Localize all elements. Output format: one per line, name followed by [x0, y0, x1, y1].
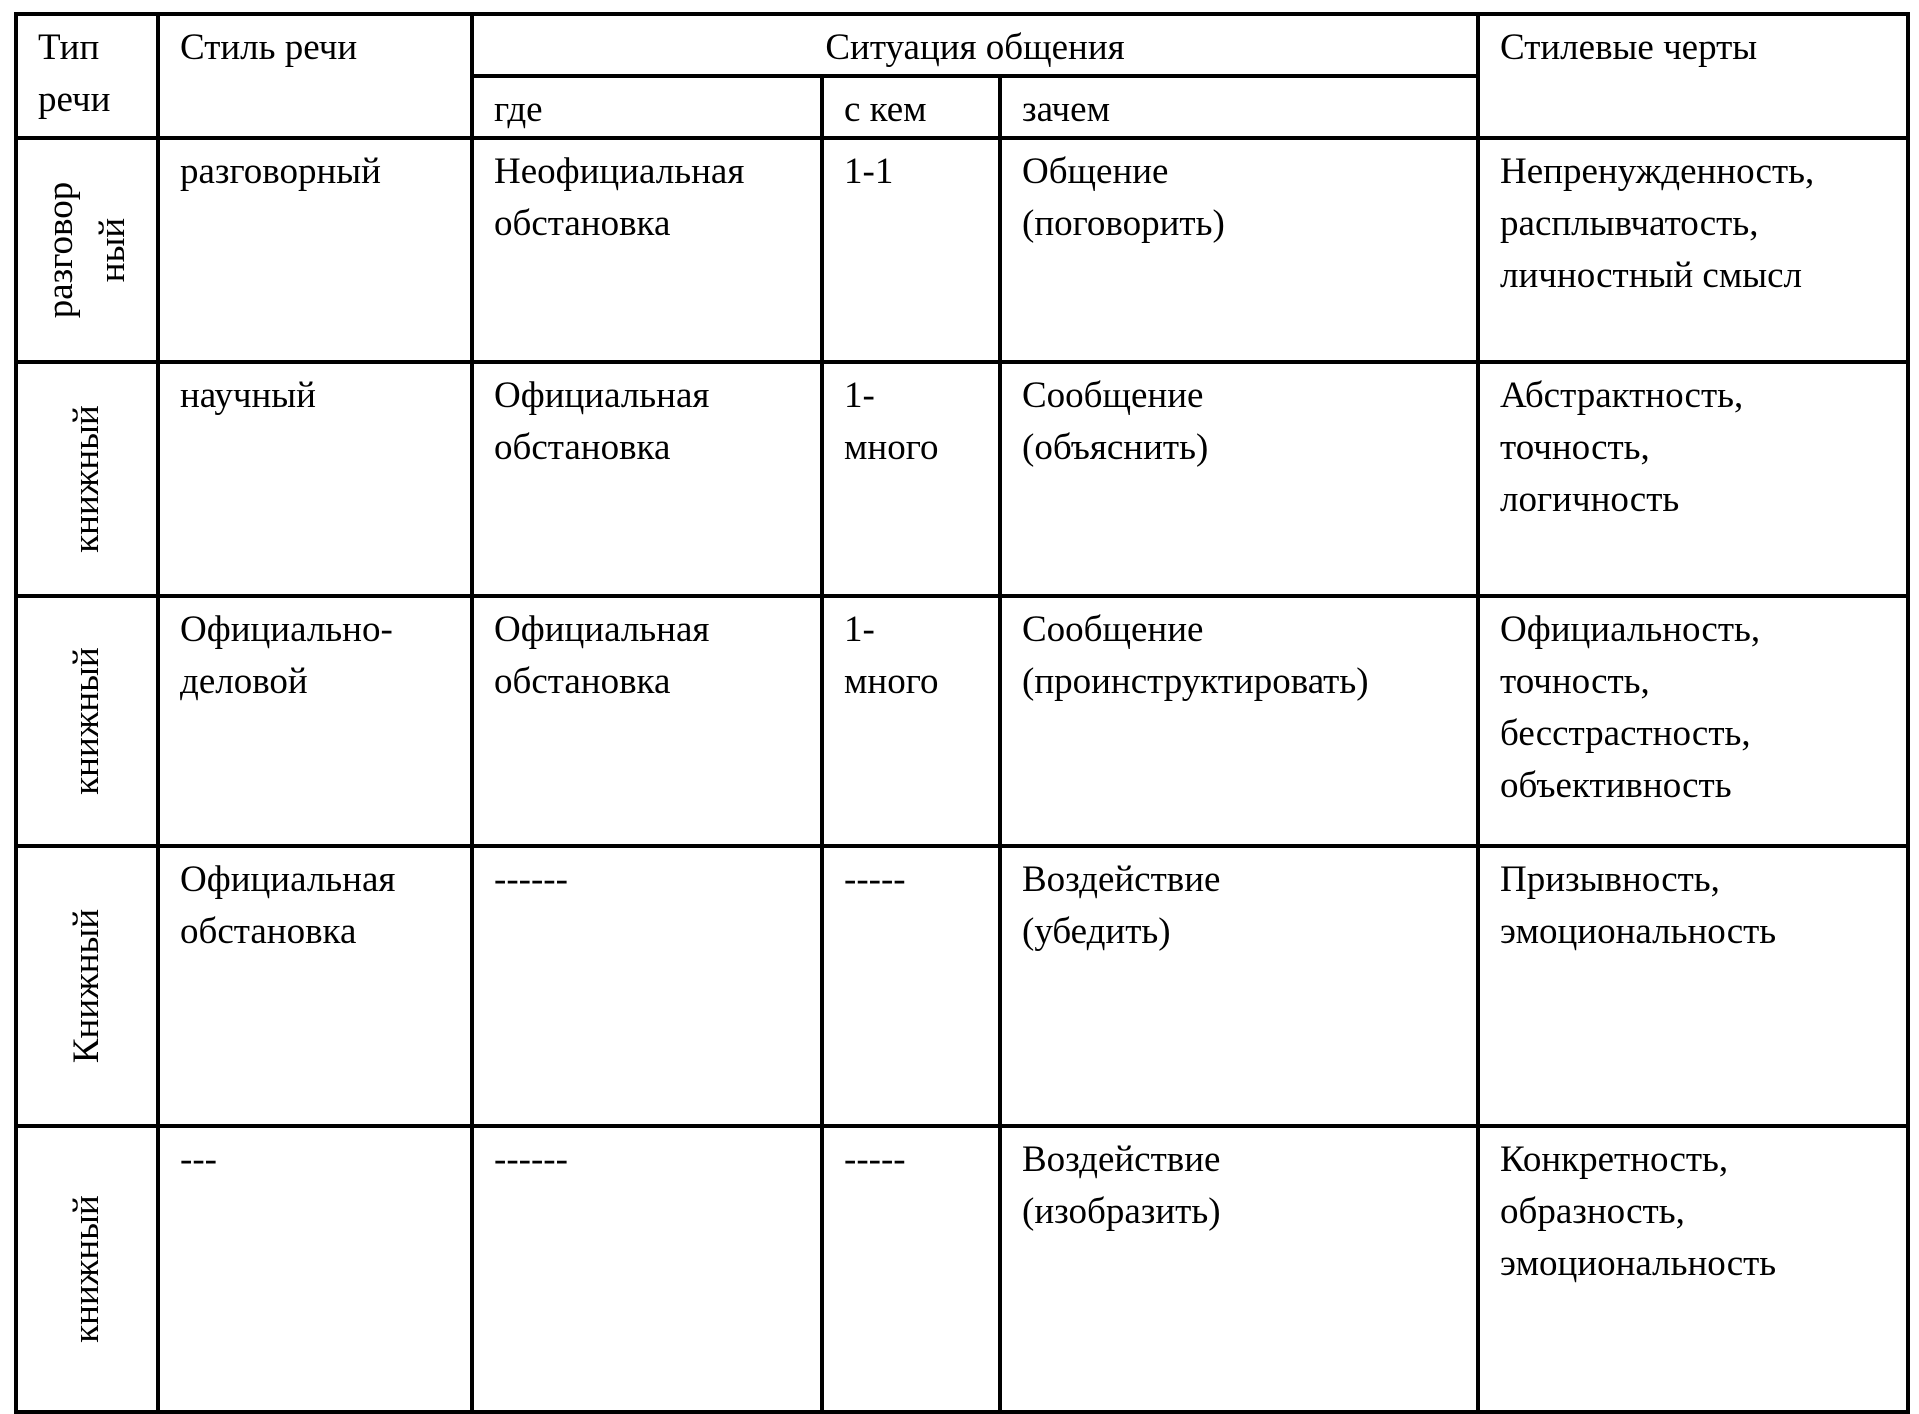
table-row [16, 1126, 1908, 1412]
header-situation-cell [472, 14, 1478, 76]
row-2-why-cell [1000, 362, 1478, 596]
row-1-where-line-1: Неофициальная [494, 151, 745, 192]
row-3-where-cell [472, 596, 822, 846]
row-3-with-whom-line-2: много [844, 661, 939, 702]
row-3-why-cell [1000, 596, 1478, 846]
row-4-type-line-1: Книжный [66, 908, 107, 1064]
row-4-why-cell [1000, 846, 1478, 1126]
row-1-type-line-2: ный [92, 217, 133, 283]
header-why-cell [1000, 76, 1478, 138]
row-4-why-line-1: Воздействие [1022, 859, 1221, 900]
header-features-cell [1478, 14, 1908, 138]
row-1-style-line-1: разговорный [180, 151, 381, 192]
row-5-features-line-2: образность, [1500, 1191, 1685, 1232]
row-3-type-cell [16, 596, 158, 846]
row-4-style-cell [158, 846, 472, 1126]
row-2-style-line-1: научный [180, 375, 316, 416]
header-type-line-2: речи [38, 79, 111, 120]
row-1-with-whom-cell [822, 138, 1000, 362]
row-5-style-cell [158, 1126, 472, 1412]
row-5-where-line-1: ------ [494, 1139, 568, 1180]
row-3-why-line-2: (проинструктировать) [1022, 661, 1369, 702]
row-2-where-cell [472, 362, 822, 596]
row-4-features-line-2: эмоциональность [1500, 911, 1777, 952]
row-5-features-line-3: эмоциональность [1500, 1243, 1777, 1284]
row-2-where-line-1: Официальная [494, 375, 710, 416]
table-row [16, 846, 1908, 1126]
row-1-why-line-1: Общение [1022, 151, 1169, 192]
row-1-features-line-2: расплывчатость, [1500, 203, 1759, 244]
row-5-features-line-1: Конкретность, [1500, 1139, 1729, 1180]
header-features-label: Стилевые черты [1500, 27, 1758, 68]
row-1-with-whom-line-1: 1-1 [844, 151, 894, 192]
table-row [16, 362, 1908, 596]
header-type-cell [16, 14, 158, 138]
table-row [16, 596, 1908, 846]
row-4-features-cell [1478, 846, 1908, 1126]
speech-styles-table [14, 12, 1910, 1414]
row-4-with-whom-cell [822, 846, 1000, 1126]
row-4-type-text [61, 909, 113, 1063]
row-1-features-cell [1478, 138, 1908, 362]
row-2-features-line-3: логичность [1500, 479, 1680, 520]
row-2-why-line-1: Сообщение [1022, 375, 1204, 416]
row-3-with-whom-line-1: 1- [844, 609, 875, 650]
row-5-why-line-1: Воздействие [1022, 1139, 1221, 1180]
row-5-features-cell [1478, 1126, 1908, 1412]
table-row [16, 138, 1908, 362]
row-3-features-line-1: Официальность, [1500, 609, 1761, 650]
row-2-why-line-2: (объяснить) [1022, 427, 1209, 468]
row-3-where-line-2: обстановка [494, 661, 671, 702]
row-3-type-line-1: книжный [66, 647, 107, 795]
header-with-whom-cell [822, 76, 1000, 138]
row-3-style-line-2: деловой [180, 661, 308, 702]
row-3-type-text [61, 647, 113, 795]
header-where-cell [472, 76, 822, 138]
row-1-where-line-2: обстановка [494, 203, 671, 244]
row-1-why-cell [1000, 138, 1478, 362]
row-4-style-line-2: обстановка [180, 911, 357, 952]
row-2-features-line-2: точность, [1500, 427, 1650, 468]
row-2-with-whom-cell [822, 362, 1000, 596]
row-4-where-cell [472, 846, 822, 1126]
row-3-style-cell [158, 596, 472, 846]
row-1-type-text [35, 145, 139, 355]
row-3-features-line-2: точность, [1500, 661, 1650, 702]
row-2-type-text [61, 405, 113, 553]
row-3-with-whom-cell [822, 596, 1000, 846]
row-1-why-line-2: (поговорить) [1022, 203, 1225, 244]
row-2-features-line-1: Абстрактность, [1500, 375, 1744, 416]
row-5-style-line-1: --- [180, 1139, 217, 1180]
row-5-where-cell [472, 1126, 822, 1412]
row-2-with-whom-line-1: 1- [844, 375, 875, 416]
row-3-where-line-1: Официальная [494, 609, 710, 650]
row-4-why-line-2: (убедить) [1022, 911, 1171, 952]
row-4-style-line-1: Официальная [180, 859, 396, 900]
row-1-features-line-1: Непренужденность, [1500, 151, 1815, 192]
row-5-with-whom-line-1: ----- [844, 1139, 906, 1180]
row-2-type-cell [16, 362, 158, 596]
row-4-with-whom-line-1: ----- [844, 859, 906, 900]
row-5-why-cell [1000, 1126, 1478, 1412]
row-1-style-cell [158, 138, 472, 362]
row-5-with-whom-cell [822, 1126, 1000, 1412]
header-type-line-1: Тип [38, 27, 100, 68]
header-style-cell [158, 14, 472, 138]
row-1-where-cell [472, 138, 822, 362]
header-style-label: Стиль речи [180, 27, 358, 68]
row-5-type-cell [16, 1126, 158, 1412]
row-4-type-cell [16, 846, 158, 1126]
row-2-where-line-2: обстановка [494, 427, 671, 468]
header-with-whom-label: с кем [844, 89, 927, 130]
row-2-with-whom-line-2: много [844, 427, 939, 468]
row-1-features-line-3: личностный смысл [1500, 255, 1802, 296]
row-4-features-line-1: Призывность, [1500, 859, 1720, 900]
row-4-where-line-1: ------ [494, 859, 568, 900]
row-2-style-cell [158, 362, 472, 596]
row-5-type-line-1: книжный [66, 1195, 107, 1343]
header-why-label: зачем [1022, 89, 1111, 130]
row-3-style-line-1: Официально- [180, 609, 393, 650]
row-3-features-line-3: бесстрастность, [1500, 713, 1751, 754]
row-1-type-cell [16, 138, 158, 362]
row-2-type-line-1: книжный [66, 405, 107, 553]
row-1-type-line-1: разговор [40, 181, 81, 319]
row-3-features-cell [1478, 596, 1908, 846]
row-2-features-cell [1478, 362, 1908, 596]
header-situation-label: Ситуация общения [825, 27, 1125, 68]
row-5-type-text [61, 1195, 113, 1343]
header-where-label: где [494, 89, 543, 130]
row-3-why-line-1: Сообщение [1022, 609, 1204, 650]
row-5-why-line-2: (изобразить) [1022, 1191, 1221, 1232]
row-3-features-line-4: объективность [1500, 765, 1732, 806]
